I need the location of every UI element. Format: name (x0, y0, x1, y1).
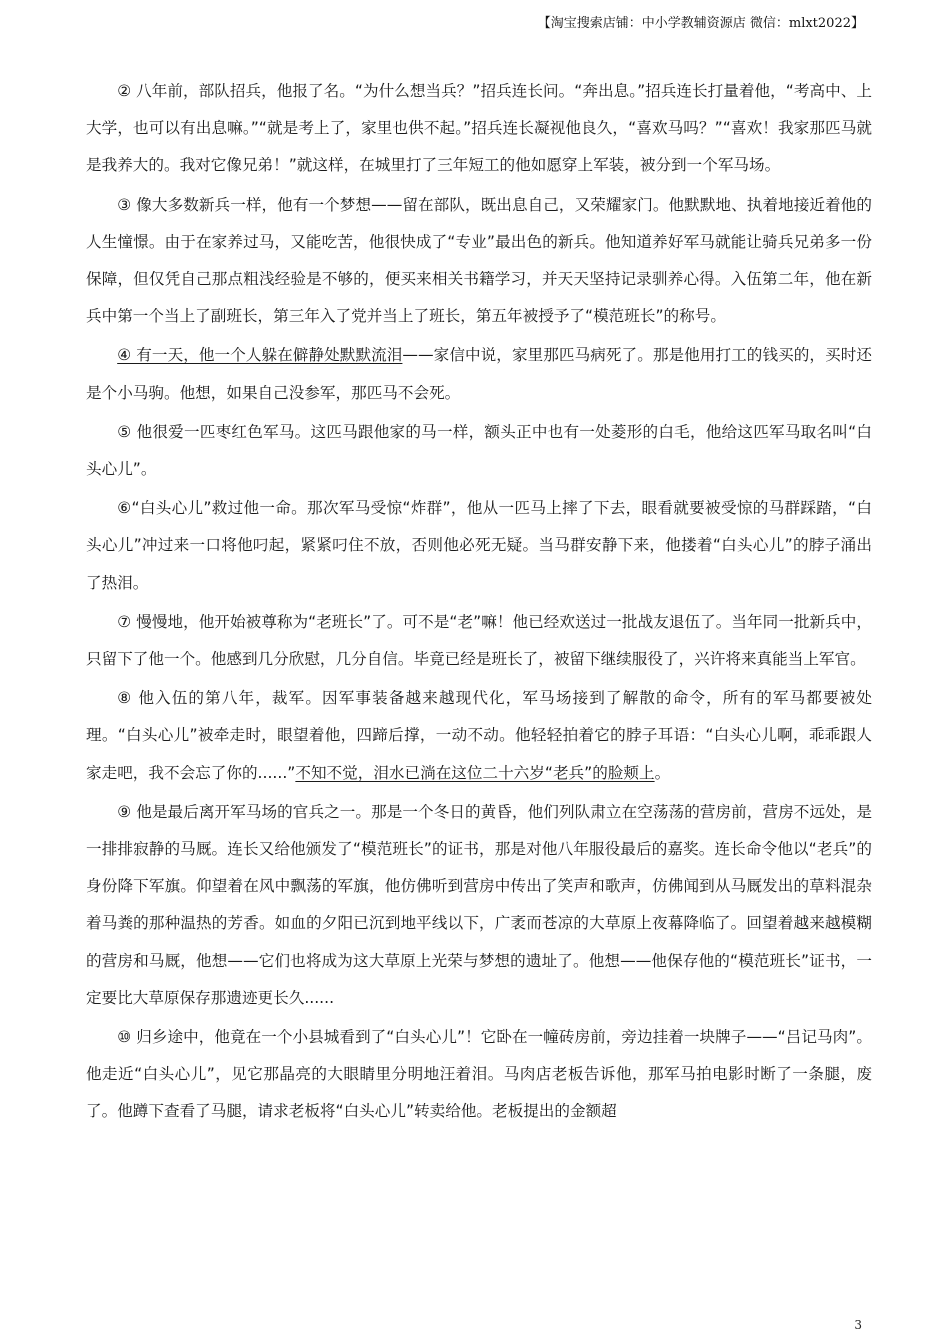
paragraph-2: ② 八年前，部队招兵，他报了名。“为什么想当兵？”招兵连长问。“奔出息。”招兵连长打量着他，“考高中、上大学，也可以有出息嘛。”“就是考上了，家里也供不起。”招兵连长凝视他良久，“喜欢马吗？”“喜欢！我家那匹马就是我养大的。我对它像兄弟！”就这样，在城里打了三年短工的他如愿穿上军装，被分到一个军马场。 (86, 82, 872, 175)
paragraph-10: ⑩ 归乡途中，他竟在一个小县城看到了“白头心儿”！它卧在一幢砖房前，旁边挂着一块牌子——“吕记马肉”。他走近“白头心儿”，见它那晶亮的大眼睛里分明地汪着泪。马肉店老板告诉他，那军马拍电影时断了一条腿，废了。他蹲下查看了马腿，请求老板将“白头心儿”转卖给他。老板提出的金额超 (86, 1028, 872, 1121)
paragraph-5: ⑤ 他很爱一匹枣红色军马。这匹马跟他家的马一样，额头正中也有一处菱形的白毛，他给这匹军马取名叫“白头心儿”。 (86, 422, 873, 479)
article-body (86, 73, 872, 1133)
paragraph-6: ⑥“白头心儿”救过他一命。那次军马受惊“炸群”，他从一匹马上摔了下去，眼看就要被受惊的马群踩踏，“白头心儿”冲过来一口将他叼起，紧紧叼住不放，否则他必死无疑。当马群安静下来，他搂着“白头心儿”的脖子涌出了热泪。 (86, 499, 872, 592)
paragraph-8-rest: 。 (654, 763, 671, 782)
paragraph-9: ⑨ 他是最后离开军马场的官兵之一。那是一个冬日的黄昏，他们列队肃立在空荡荡的营房前，营房不远处，是一排排寂静的马厩。连长又给他颁发了“模范班长”的证书，那是对他八年服役最后的嘉奖。连长命令他以“老兵”的身份降下军旗。仰望着在风中飘荡的军旗，他仿佛听到营房中传出了笑声和歌声，仿佛闻到从马厩发出的草料混杂着马粪的那种温热的芳香。如血的夕阳已沉到地平线以下，广袤而苍凉的大草原上夜幕降临了。回望着越来越模糊的营房和马厩，他想——它们也将成为这大草原上光荣与梦想的遗址了。他想——他保存他的“模范班长”证书，一定要比大草原保存那遗迹更长久...... (86, 802, 872, 1007)
paragraph-4 (86, 337, 872, 411)
header-note: 【淘宝搜索店铺：中小学教辅资源店 微信：mlxt2022】 (537, 16, 864, 31)
paragraph-8 (86, 680, 872, 792)
paragraph-7: ⑦ 慢慢地，他开始被尊称为“老班长”了。可不是“老”嘛！他已经欢送过一批战友退伍了。当年同一批新兵中，只留下了他一个。他感到几分欣慰，几分自信。毕竟已经是班长了，被留下继续服役了，兴许将来真能当上军官。 (86, 612, 872, 669)
paragraph-4-rest: ——家信中说，家里那匹马病死了。那是他用打工的钱买的，买时还是个小马驹。他想，如果自己没参军，那匹马不会死。 (86, 346, 872, 402)
underlined-sentence: ④ 有一天，他一个人躲在僻静处默默流泪 (117, 346, 403, 365)
page-number: 3 (854, 1318, 862, 1332)
underlined-sentence: 不知不觉，泪水已淌在这位二十六岁“老兵”的脸颊上 (295, 763, 655, 782)
paragraph-8-text: ⑧ 他入伍的第八年，裁军。因军事装备越来越现代化，军马场接到了解散的命令，所有的军马都要被处理。“白头心儿”被牵走时，眼望着他，四蹄后撑，一动不动。他轻轻拍着它的脖子耳语：“白头心儿啊，乖乖跟人家走吧，我不会忘了你的......” (86, 689, 872, 782)
paragraph-3: ③ 像大多数新兵一样，他有一个梦想——留在部队，既出息自己，又荣耀家门。他默默地、执着地接近着他的人生憧憬。由于在家养过马，又能吃苦，他很快成了“专业”最出色的新兵。他知道养好军马就能让骑兵兄弟多一份保障，但仅凭自己那点粗浅经验是不够的，便买来相关书籍学习，并天天坚持记录驯养心得。入伍第二年，他在新兵中第一个当上了副班长，第三年入了党并当上了班长，第五年被授予了“模范班长”的称号。 (86, 195, 872, 326)
